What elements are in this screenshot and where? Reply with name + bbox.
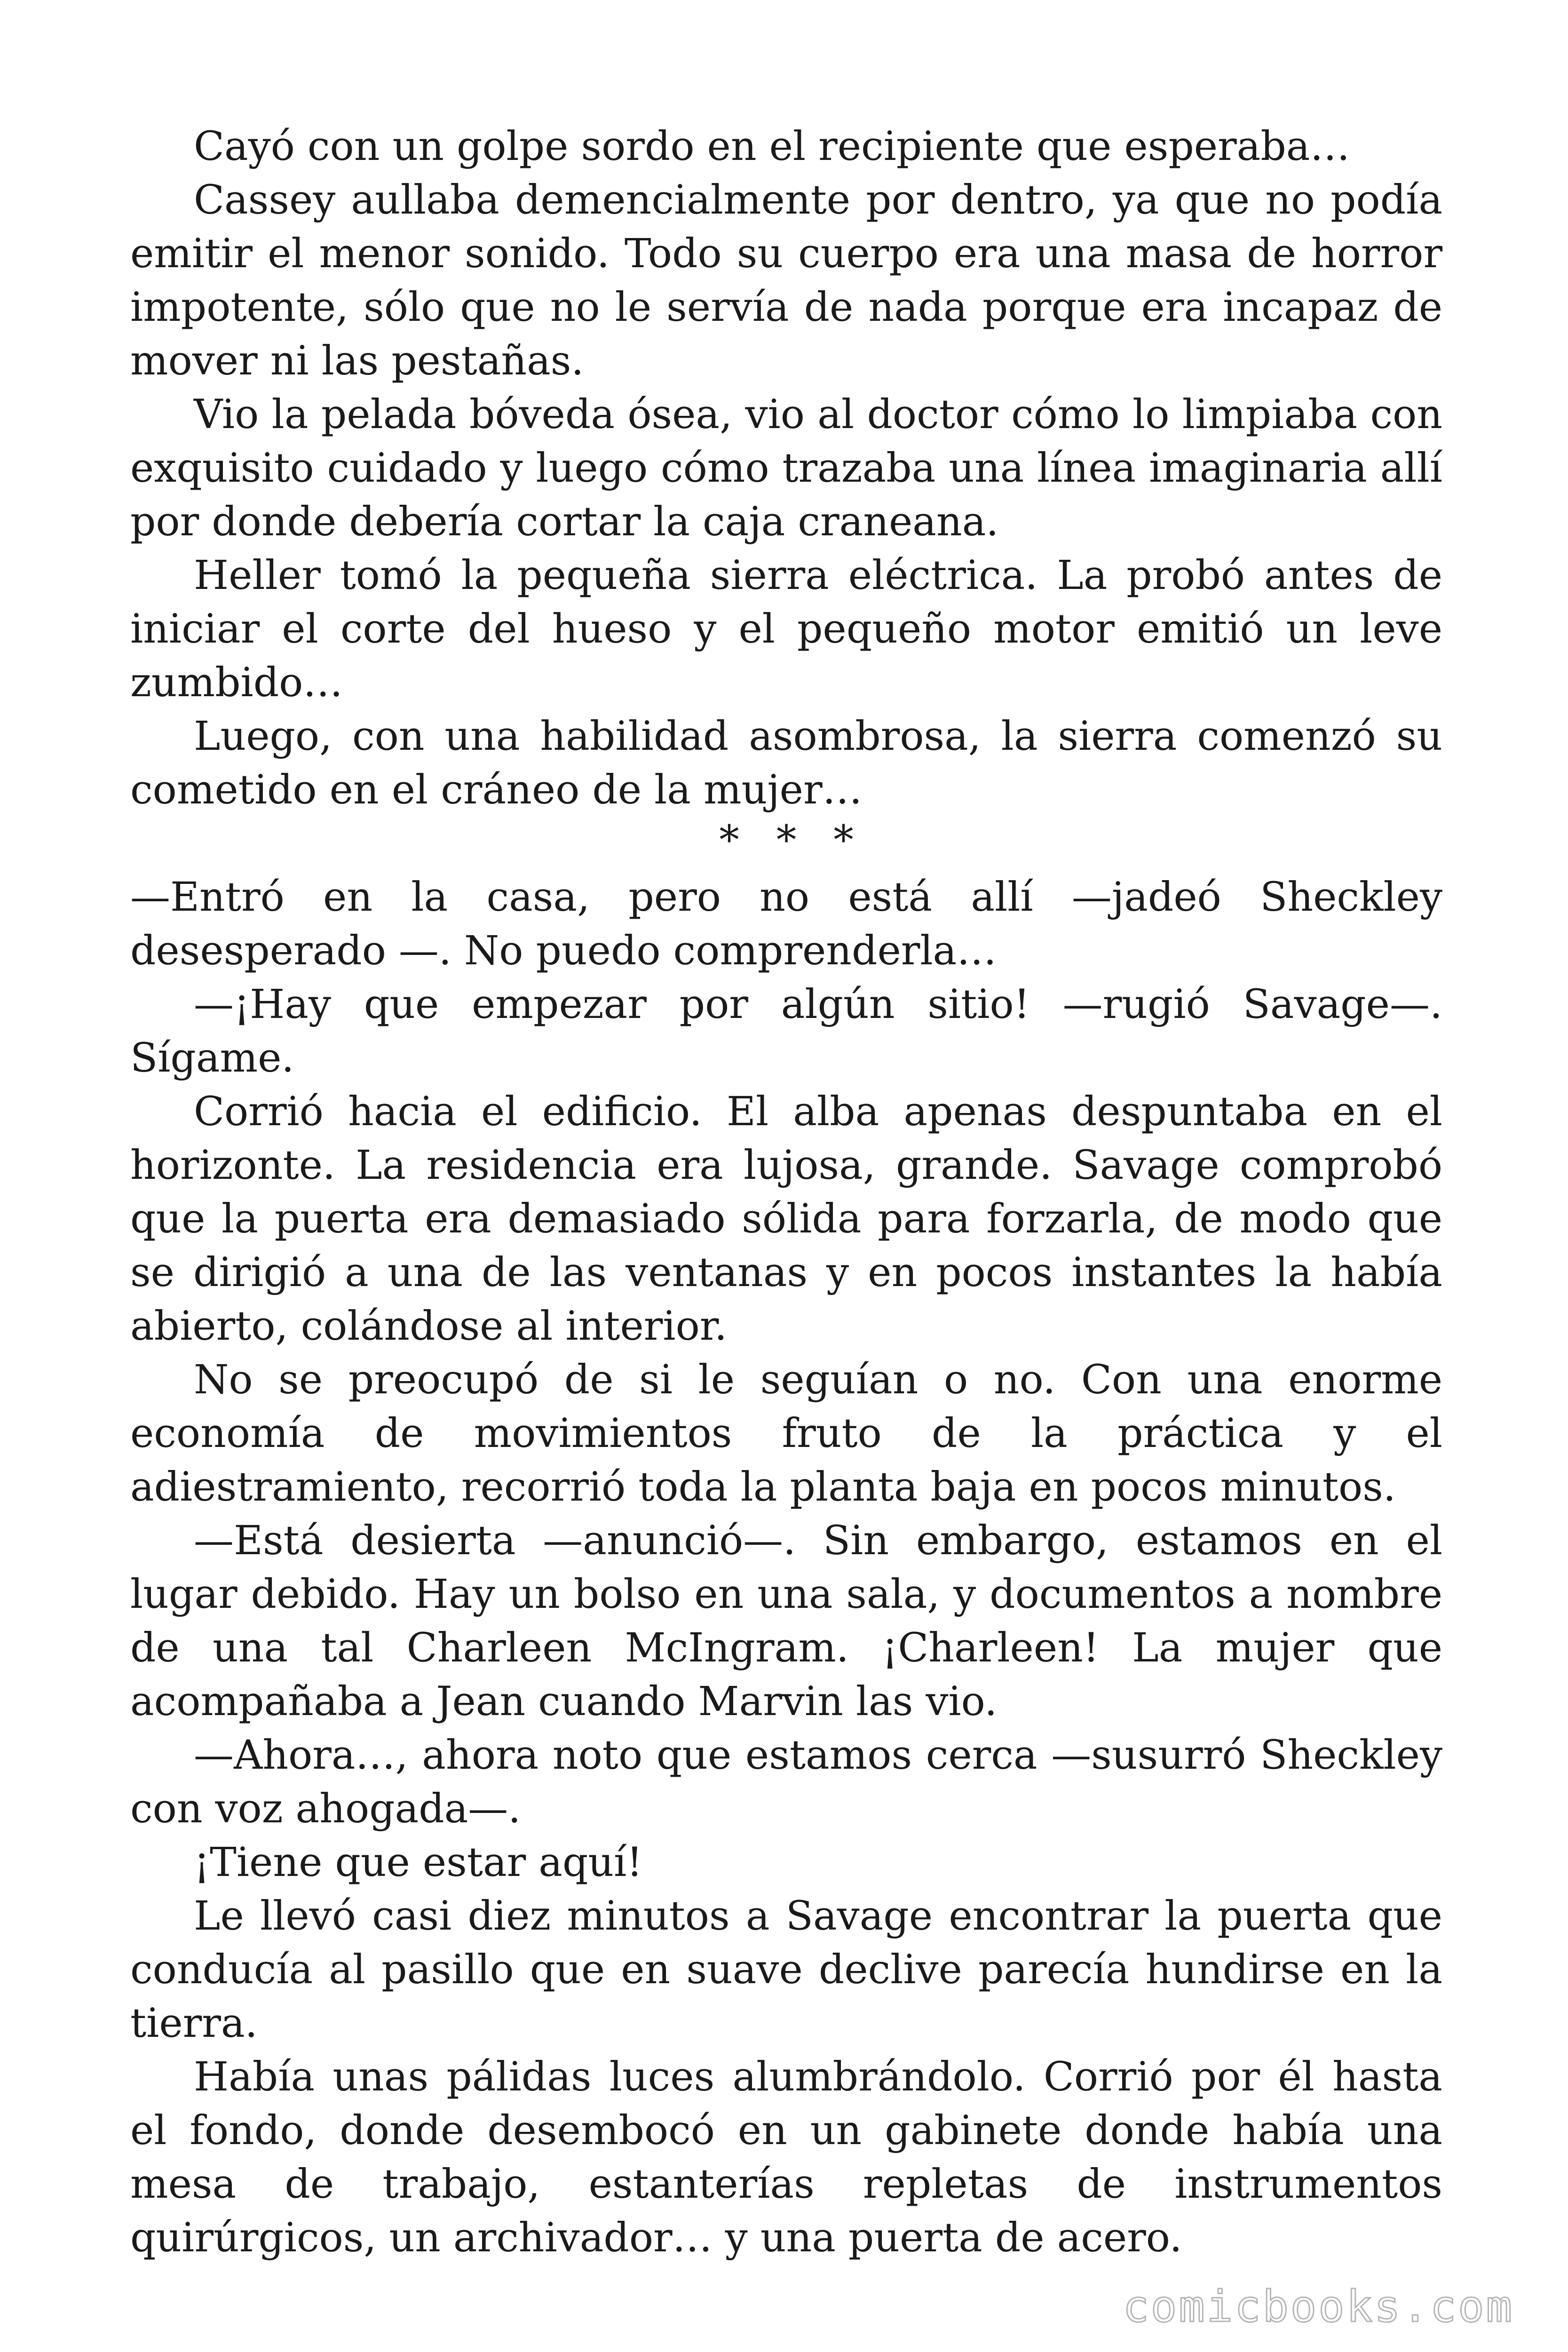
paragraph: No se preocupó de si le seguían o no. Con una enorme economía de movimientos fruto de la práctica y el adiestramiento, recorrió toda la planta baja en pocos minutos.: [130, 1357, 1442, 1510]
watermark: comicbooks.com: [1123, 2281, 1514, 2332]
paragraph: Luego, con una habilidad asombrosa, la sierra comenzó su cometido en el cráneo de la mujer…: [130, 713, 1442, 813]
paragraph: Heller tomó la pequeña sierra eléctrica. La probó antes de iniciar el corte del hueso y el pequeño motor emitió un leve zumbido…: [130, 552, 1442, 706]
paragraph: ¡Tiene que estar aquí!: [194, 1839, 643, 1886]
paragraph: —Está desierta —anunció—. Sin embargo, estamos en el lugar debido. Hay un bolso en una sala, y documentos a nombre de una tal Charleen McIngram. ¡Charleen! La mujer que acompañaba a Jean cuando Marvin las vio.: [130, 1518, 1442, 1725]
paragraph: Cassey aullaba demencialmente por dentro, ya que no podía emitir el menor sonido. Todo su cuerpo era una masa de horror impotente, sólo que no le servía de nada porque era incapaz de mover ni las pestañas.: [130, 177, 1442, 384]
paragraph: —Ahora…, ahora noto que estamos cerca —susurró Sheckley con voz ahogada—.: [130, 1732, 1442, 1832]
paragraph: Le llevó casi diez minutos a Savage encontrar la puerta que conducía al pasillo que en suave declive parecía hundirse en la tierra.: [130, 1893, 1442, 2047]
paragraph: —Entró en la casa, pero no está allí —jadeó Sheckley desesperado —. No puedo comprenderla…: [130, 874, 1442, 974]
page-body: [130, 120, 1442, 2265]
paragraph: Vio la pelada bóveda ósea, vio al doctor cómo lo limpiaba con exquisito cuidado y luego cómo trazaba una línea imaginaria allí por donde debería cortar la caja craneana.: [130, 391, 1442, 545]
scene-separator: * * *: [719, 817, 866, 864]
paragraph: Corrió hacia el edificio. El alba apenas despuntaba en el horizonte. La residencia era lujosa, grande. Savage comprobó que la puerta era demasiado sólida para forzarla, de modo que se dirigió a una de las ventanas y en pocos instantes la había abierto, colándose al interior.: [130, 1089, 1442, 1350]
paragraph: Había unas pálidas luces alumbrándolo. Corrió por él hasta el fondo, donde desembocó en un gabinete donde había una mesa de trabajo, estanterías repletas de instrumentos quirúrgicos, un archivador… y una puerta de acero.: [130, 2054, 1442, 2261]
paragraph: Cayó con un golpe sordo en el recipiente que esperaba…: [194, 123, 1350, 170]
paragraph: —¡Hay que empezar por algún sitio! —rugió Savage—. Sígame.: [130, 981, 1442, 1081]
